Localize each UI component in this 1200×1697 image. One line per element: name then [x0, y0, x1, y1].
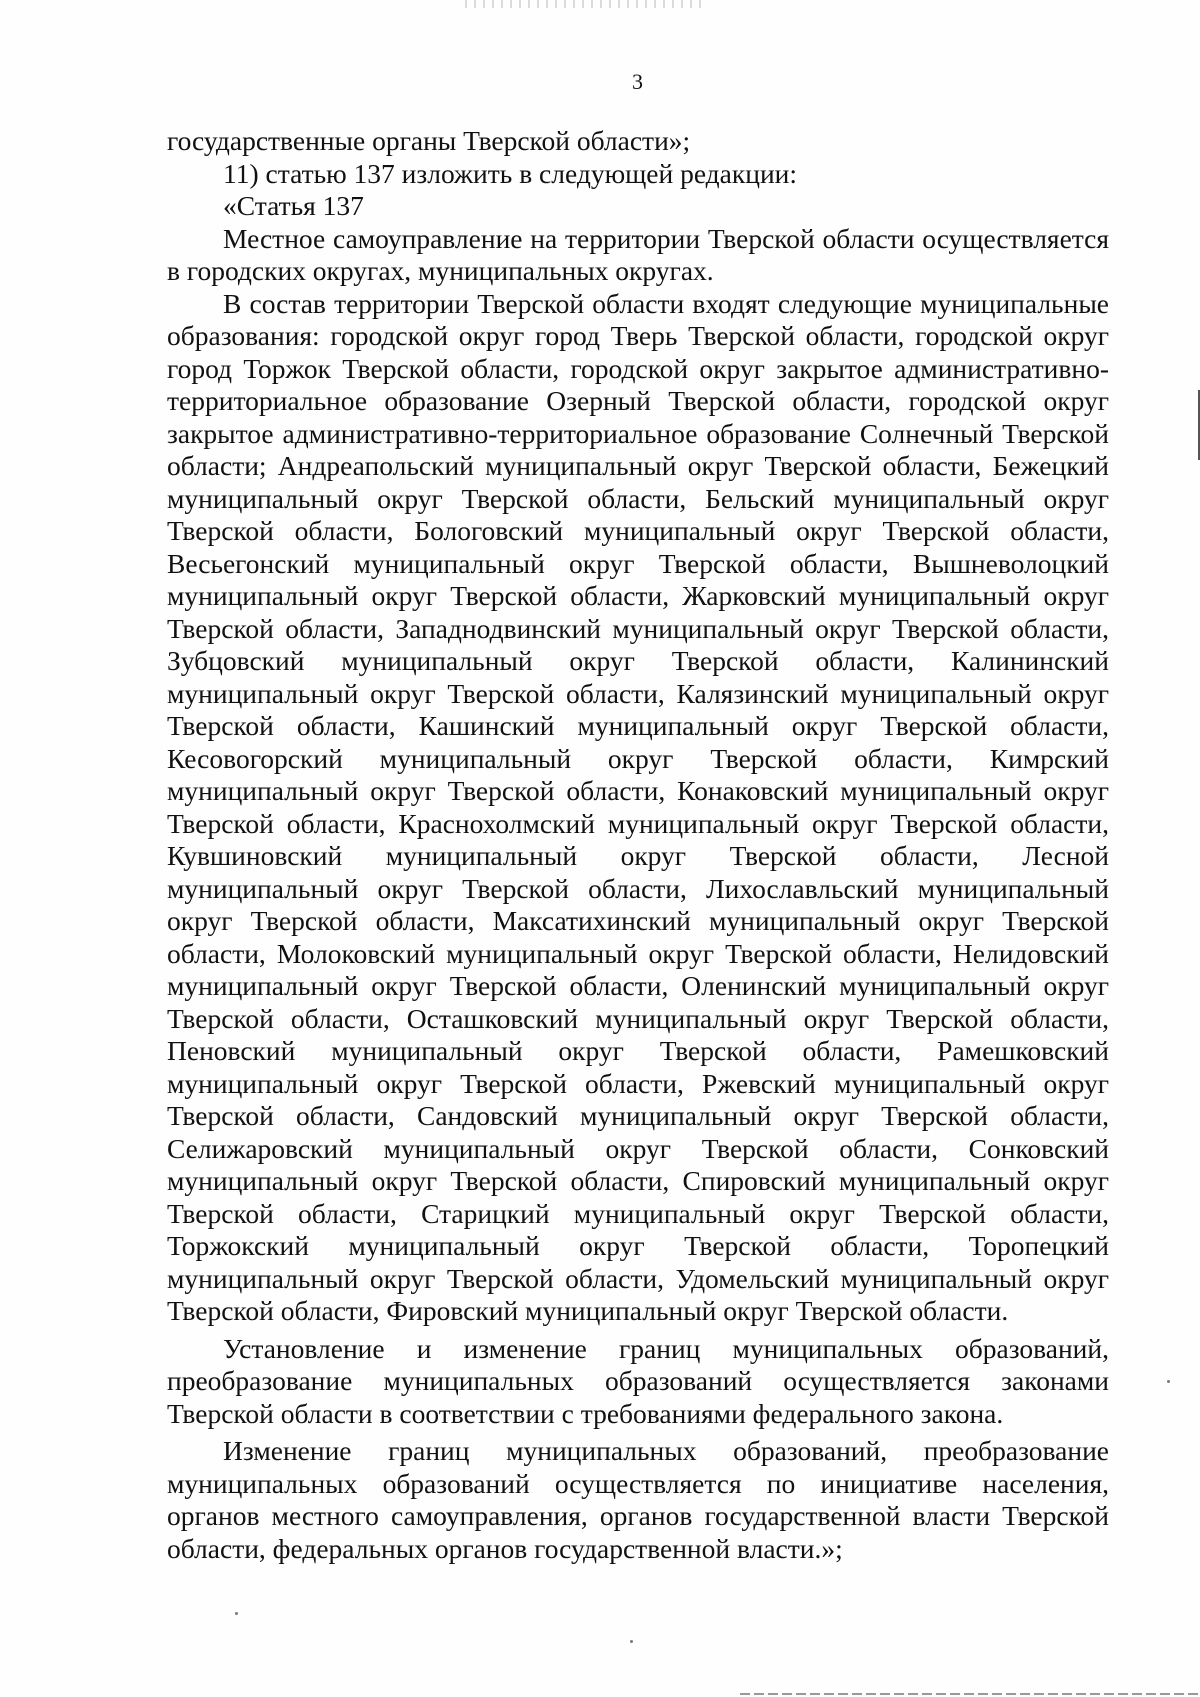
scan-artifact-bottom [740, 1693, 1200, 1695]
page-number: 3 [632, 69, 643, 94]
paragraph-local-government: Местное самоуправление на территории Тверской области осуществляется в городских округах, муниципальных округах. [167, 222, 1109, 286]
scan-speck [235, 1612, 238, 1615]
scan-speck [1167, 1380, 1170, 1383]
document-body [167, 125, 1109, 1565]
paragraph-boundary-changes: Изменение границ муниципальных образований, преобразование муниципальных образований осуществляется по инициативе населения, органов местного самоуправления, органов государственной власти Тверской области, федеральных органов государственной власти.»; [167, 1435, 1109, 1564]
paragraph-continuation: государственные органы Тверской области»; [167, 125, 691, 156]
paragraph-boundaries: Установление и изменение границ муниципальных образований, преобразование муниципальных образований осуществляется законами Тверской области в соответствии с требованиями федерального закона. [167, 1332, 1109, 1429]
paragraph-amendment-item: 11) статью 137 изложить в следующей редакции: [223, 157, 798, 189]
paragraph-municipal-list: В состав территории Тверской области входят следующие муниципальные образования: городской округ город Тверь Тверской области, городской округ город Торжок Тверской области, городской округ закрытое административно-территориальное образование Озерный Тверской области, городской округ закрытое административно-территориальное образование Солнечный Тверской области; Андреапольский муниципальный округ Тверской области, Бежецкий муниципальный округ Тверской области, Бельский муниципальный округ Тверской области, Бологовский муниципальный округ Тверской области, Весьегонский муниципальный округ Тверской области, Вышневолоцкий муниципальный округ Тверской области, Жарковский муниципальный округ Тверской области, Западнодвинский муниципальный округ Тверской области, Зубцовский муниципальный округ Тверской области, Калининский муниципальный округ Тверской области, Калязинский муниципальный округ Тверской области, Кашинский муниципальный округ Тверской области, Кесовогорский муниципальный округ Тверской области, Кимрский муниципальный округ Тверской области, Конаковский муниципальный округ Тверской области, Краснохолмский муниципальный округ Тверской области, Кувшиновский муниципальный округ Тверской области, Лесной муниципальный округ Тверской области, Лихославльский муниципальный округ Тверской области, Максатихинский муниципальный округ Тверской области, Молоковский муниципальный округ Тверской области, Нелидовский муниципальный округ Тверской области, Оленинский муниципальный округ Тверской области, Осташковский муниципальный округ Тверской области, Пеновский муниципальный округ Тверской области, Рамешковский муниципальный округ Тверской области, Ржевский муниципальный округ Тверской области, Сандовский муниципальный округ Тверской области, Селижаровский муниципальный округ Тверской области, Сонковский муниципальный округ Тверской области, Спировский муниципальный округ Тверской области, Старицкий муниципальный округ Тверской области, Торжокский муниципальный округ Тверской области, Торопецкий муниципальный округ Тверской области, Удомельский муниципальный округ Тверской области, Фировский муниципальный округ Тверской области. [167, 287, 1109, 1326]
article-heading: «Статья 137 [223, 190, 364, 221]
scan-speck [630, 1640, 633, 1643]
scan-artifact-top [465, 0, 705, 8]
